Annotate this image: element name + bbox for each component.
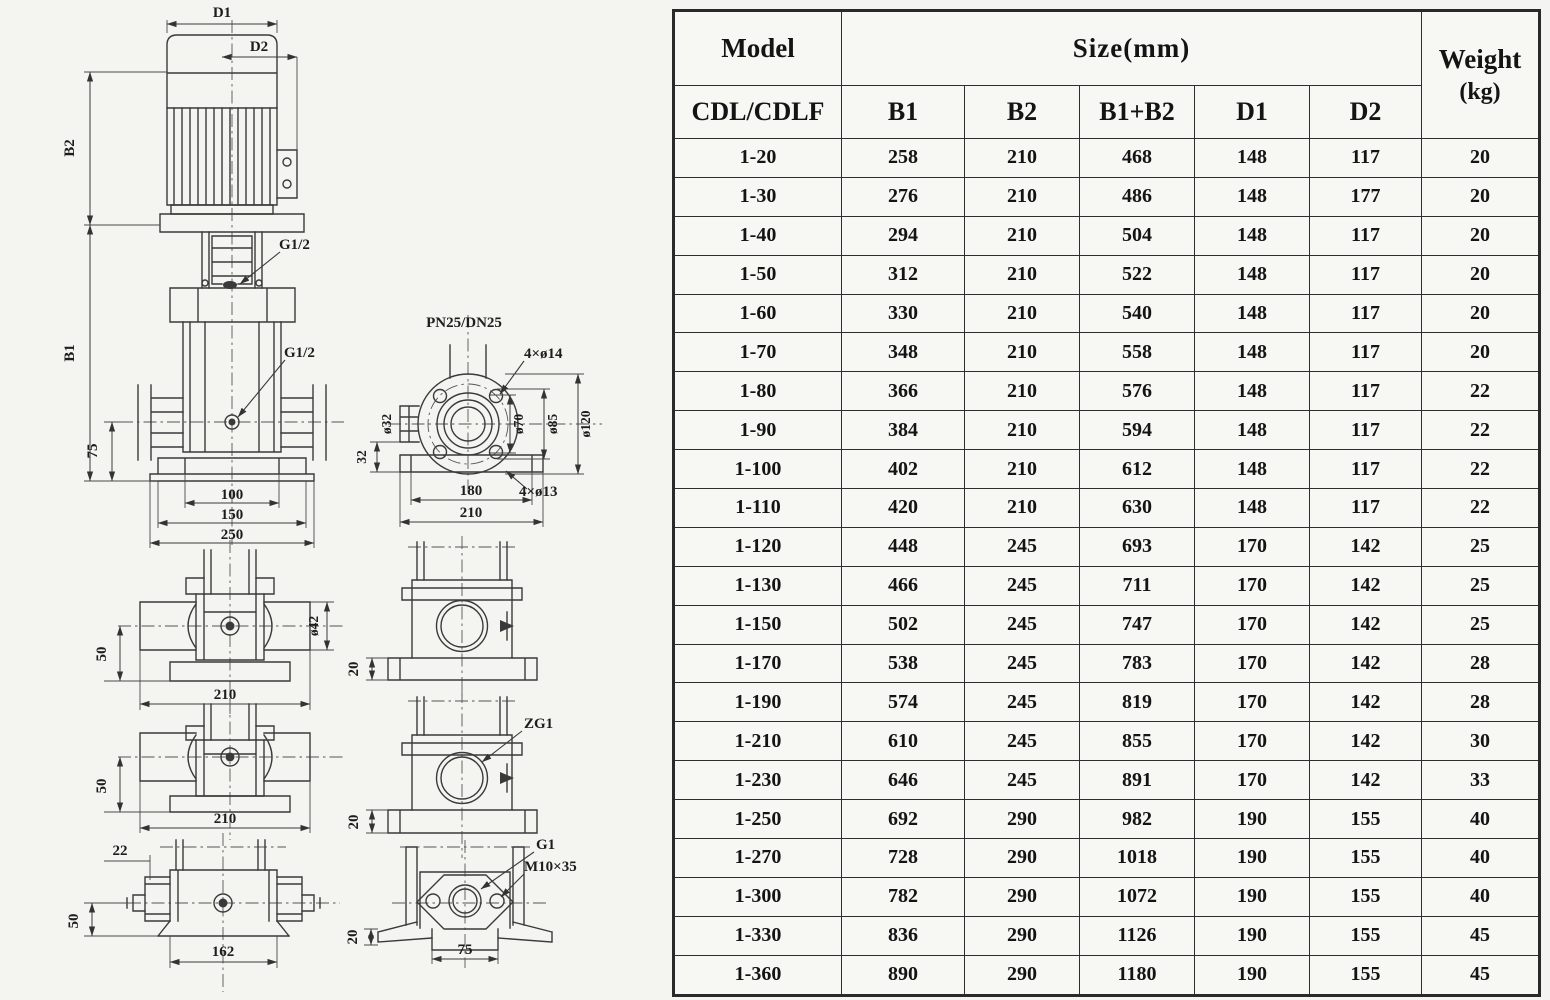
table-row [674,411,1540,450]
value-cell: 466 [842,566,965,605]
value-cell: 170 [1195,527,1310,566]
value-cell: 891 [1080,761,1195,800]
value-cell: 348 [842,333,965,372]
label-dim-250: 250 [220,527,244,543]
model-cell: 1-30 [674,177,842,216]
value-cell: 245 [965,683,1080,722]
value-cell: 276 [842,177,965,216]
label-d2: D2 [249,39,269,55]
label-base-holes-4x13: 4×ø13 [519,484,558,500]
value-cell: 190 [1195,839,1310,878]
table-row [674,800,1540,839]
value-cell: 170 [1195,722,1310,761]
value-cell: 576 [1080,372,1195,411]
label-g12-lower: G1/2 [284,345,315,361]
value-cell: 20 [1422,333,1540,372]
header-col-b2: B2 [965,86,1080,139]
value-cell: 558 [1080,333,1195,372]
label-dim-210: 210 [213,811,237,827]
value-cell: 190 [1195,955,1310,995]
value-cell: 290 [965,800,1080,839]
model-cell: 1-60 [674,294,842,333]
value-cell: 20 [1422,255,1540,294]
value-cell: 22 [1422,450,1540,489]
label-d1: D1 [212,5,232,21]
threaded-port-center [219,899,228,908]
value-cell: 210 [965,489,1080,528]
table-row [674,372,1540,411]
value-cell: 245 [965,722,1080,761]
value-cell: 190 [1195,800,1310,839]
label-dim-32: 32 [354,450,369,464]
label-dim-210: 210 [213,687,237,703]
value-cell: 210 [965,333,1080,372]
table-row [674,333,1540,372]
value-cell: 20 [1422,294,1540,333]
value-cell: 502 [842,605,965,644]
front-view [62,5,344,548]
label-dim-20: 20 [346,814,362,830]
table-row [674,877,1540,916]
header-col-b1: B1 [842,86,965,139]
value-cell: 245 [965,644,1080,683]
value-cell: 290 [965,955,1080,995]
label-g1: G1 [536,837,556,853]
model-cell: 1-90 [674,411,842,450]
label-dim-20: 20 [346,661,362,677]
model-cell: 1-20 [674,139,842,178]
model-cell: 1-230 [674,761,842,800]
value-cell: 594 [1080,411,1195,450]
value-cell: 33 [1422,761,1540,800]
value-cell: 210 [965,372,1080,411]
value-cell: 1018 [1080,839,1195,878]
table-row [674,489,1540,528]
header-col-d2: D2 [1310,86,1422,139]
value-cell: 30 [1422,722,1540,761]
value-cell: 245 [965,605,1080,644]
value-cell: 646 [842,761,965,800]
table-row [674,605,1540,644]
value-cell: 117 [1310,139,1422,178]
value-cell: 20 [1422,139,1540,178]
value-cell: 540 [1080,294,1195,333]
value-cell: 574 [842,683,965,722]
table-row [674,644,1540,683]
value-cell: 210 [965,450,1080,489]
label-dia-70: ø70 [511,413,526,435]
value-cell: 155 [1310,877,1422,916]
value-cell: 117 [1310,450,1422,489]
label-dia-120: ø120 [578,410,593,438]
model-cell: 1-300 [674,877,842,916]
value-cell: 28 [1422,683,1540,722]
header-weight-line1: Weight [1438,44,1522,75]
threaded-port-center [226,753,235,762]
label-dim-75: 75 [85,443,101,459]
table-row [674,683,1540,722]
lantern-bolt [256,280,262,286]
value-cell: 210 [965,177,1080,216]
value-cell: 245 [965,527,1080,566]
value-cell: 782 [842,877,965,916]
header-col-b1b2: B1+B2 [1080,86,1195,139]
value-cell: 1072 [1080,877,1195,916]
value-cell: 40 [1422,800,1540,839]
header-col-d1: D1 [1195,86,1310,139]
table-row [674,177,1540,216]
model-cell: 1-130 [674,566,842,605]
header-model: Model [674,11,842,86]
value-cell: 155 [1310,955,1422,995]
table-row [674,916,1540,955]
model-cell: 1-210 [674,722,842,761]
table-row [674,955,1540,995]
value-cell: 538 [842,644,965,683]
label-dim-50: 50 [94,646,110,662]
value-cell: 148 [1195,139,1310,178]
value-cell: 366 [842,372,965,411]
value-cell: 504 [1080,216,1195,255]
model-cell: 1-40 [674,216,842,255]
value-cell: 210 [965,139,1080,178]
flange-top-view [354,315,602,527]
bolt-hole [434,390,447,403]
value-cell: 22 [1422,372,1540,411]
section-view-1 [94,540,346,714]
value-cell: 402 [842,450,965,489]
value-cell: 612 [1080,450,1195,489]
value-cell: 468 [1080,139,1195,178]
value-cell: 190 [1195,916,1310,955]
table-row [674,761,1540,800]
value-cell: 819 [1080,683,1195,722]
value-cell: 117 [1310,294,1422,333]
value-cell: 142 [1310,605,1422,644]
value-cell: 25 [1422,605,1540,644]
value-cell: 20 [1422,216,1540,255]
value-cell: 25 [1422,527,1540,566]
value-cell: 148 [1195,216,1310,255]
value-cell: 210 [965,294,1080,333]
value-cell: 155 [1310,916,1422,955]
stud-hole [426,894,440,908]
value-cell: 312 [842,255,965,294]
value-cell: 148 [1195,333,1310,372]
value-cell: 22 [1422,411,1540,450]
value-cell: 148 [1195,489,1310,528]
value-cell: 22 [1422,489,1540,528]
table-row [674,139,1540,178]
model-cell: 1-50 [674,255,842,294]
dimensions-table-body [674,139,1540,996]
label-dia-42: ø42 [306,615,321,637]
model-cell: 1-100 [674,450,842,489]
value-cell: 610 [842,722,965,761]
value-cell: 148 [1195,372,1310,411]
table-row [674,255,1540,294]
vent-port [223,281,237,289]
model-cell: 1-70 [674,333,842,372]
value-cell: 117 [1310,489,1422,528]
label-m10x35: M10×35 [524,859,577,875]
value-cell: 148 [1195,294,1310,333]
section-view-2r [346,690,556,858]
section-view-1r [346,536,537,700]
value-cell: 630 [1080,489,1195,528]
value-cell: 330 [842,294,965,333]
value-cell: 117 [1310,216,1422,255]
label-dim-150: 150 [220,507,244,523]
value-cell: 170 [1195,761,1310,800]
label-zg1: ZG1 [524,716,554,732]
value-cell: 210 [965,411,1080,450]
value-cell: 290 [965,916,1080,955]
value-cell: 245 [965,761,1080,800]
table-row [674,722,1540,761]
model-cell: 1-190 [674,683,842,722]
label-pn25-dn25: PN25/DN25 [426,315,502,331]
dimensions-table-header [674,11,1540,139]
header-size-group: Size(mm) [842,11,1422,86]
value-cell: 384 [842,411,965,450]
section-view-2 [94,698,346,840]
value-cell: 177 [1310,177,1422,216]
value-cell: 290 [965,877,1080,916]
value-cell: 783 [1080,644,1195,683]
value-cell: 117 [1310,372,1422,411]
label-dim-180: 180 [459,483,483,499]
label-bolt-holes-4x14: 4×ø14 [524,346,563,362]
model-cell: 1-330 [674,916,842,955]
value-cell: 170 [1195,644,1310,683]
label-b1: B1 [62,344,78,362]
label-dia-85: ø85 [545,413,560,435]
table-row [674,527,1540,566]
header-model-sub: CDL/CDLF [674,86,842,139]
label-dia-32: ø32 [379,413,394,435]
value-cell: 486 [1080,177,1195,216]
value-cell: 245 [965,566,1080,605]
header-weight [1422,11,1540,139]
value-cell: 420 [842,489,965,528]
value-cell: 142 [1310,761,1422,800]
table-row [674,450,1540,489]
model-cell: 1-360 [674,955,842,995]
table-row [674,216,1540,255]
table-row [674,294,1540,333]
value-cell: 692 [842,800,965,839]
value-cell: 522 [1080,255,1195,294]
value-cell: 747 [1080,605,1195,644]
value-cell: 448 [842,527,965,566]
table-row [674,839,1540,878]
terminal-box-screw [283,158,291,166]
model-cell: 1-150 [674,605,842,644]
value-cell: 155 [1310,839,1422,878]
value-cell: 711 [1080,566,1195,605]
value-cell: 1126 [1080,916,1195,955]
value-cell: 693 [1080,527,1195,566]
value-cell: 170 [1195,566,1310,605]
value-cell: 258 [842,139,965,178]
model-cell: 1-250 [674,800,842,839]
label-dim-50: 50 [94,778,110,794]
section-view-3 [66,833,340,992]
label-g12-upper: G1/2 [279,237,310,253]
value-cell: 40 [1422,839,1540,878]
value-cell: 210 [965,255,1080,294]
value-cell: 148 [1195,411,1310,450]
label-b2: B2 [62,139,78,157]
model-cell: 1-170 [674,644,842,683]
value-cell: 290 [965,839,1080,878]
table-row [674,566,1540,605]
value-cell: 40 [1422,877,1540,916]
model-cell: 1-80 [674,372,842,411]
value-cell: 982 [1080,800,1195,839]
value-cell: 142 [1310,644,1422,683]
value-cell: 155 [1310,800,1422,839]
label-dim-50: 50 [66,913,82,929]
value-cell: 45 [1422,955,1540,995]
label-dim-100: 100 [220,487,244,503]
label-dim-210: 210 [459,505,483,521]
value-cell: 142 [1310,527,1422,566]
value-cell: 294 [842,216,965,255]
pump-technical-drawing [0,0,665,1000]
value-cell: 117 [1310,411,1422,450]
value-cell: 728 [842,839,965,878]
model-cell: 1-270 [674,839,842,878]
model-cell: 1-110 [674,489,842,528]
value-cell: 45 [1422,916,1540,955]
model-cell: 1-120 [674,527,842,566]
dimensions-table [672,9,1541,997]
value-cell: 142 [1310,566,1422,605]
header-weight-line2: (kg) [1459,78,1501,105]
value-cell: 117 [1310,255,1422,294]
value-cell: 1180 [1080,955,1195,995]
value-cell: 142 [1310,722,1422,761]
value-cell: 890 [842,955,965,995]
value-cell: 210 [965,216,1080,255]
terminal-box-screw [283,180,291,188]
value-cell: 25 [1422,566,1540,605]
value-cell: 28 [1422,644,1540,683]
value-cell: 148 [1195,450,1310,489]
threaded-port-center [226,622,235,631]
value-cell: 836 [842,916,965,955]
label-dim-162: 162 [211,944,235,960]
value-cell: 855 [1080,722,1195,761]
label-dim-20: 20 [345,929,361,945]
value-cell: 142 [1310,683,1422,722]
value-cell: 148 [1195,177,1310,216]
label-dim-75: 75 [457,942,473,958]
drain-port-center [229,419,236,426]
value-cell: 170 [1195,605,1310,644]
lantern-bolt [202,280,208,286]
value-cell: 117 [1310,333,1422,372]
label-dim-22: 22 [112,843,128,859]
value-cell: 148 [1195,255,1310,294]
value-cell: 170 [1195,683,1310,722]
section-view-3r [345,837,577,968]
value-cell: 190 [1195,877,1310,916]
value-cell: 20 [1422,177,1540,216]
